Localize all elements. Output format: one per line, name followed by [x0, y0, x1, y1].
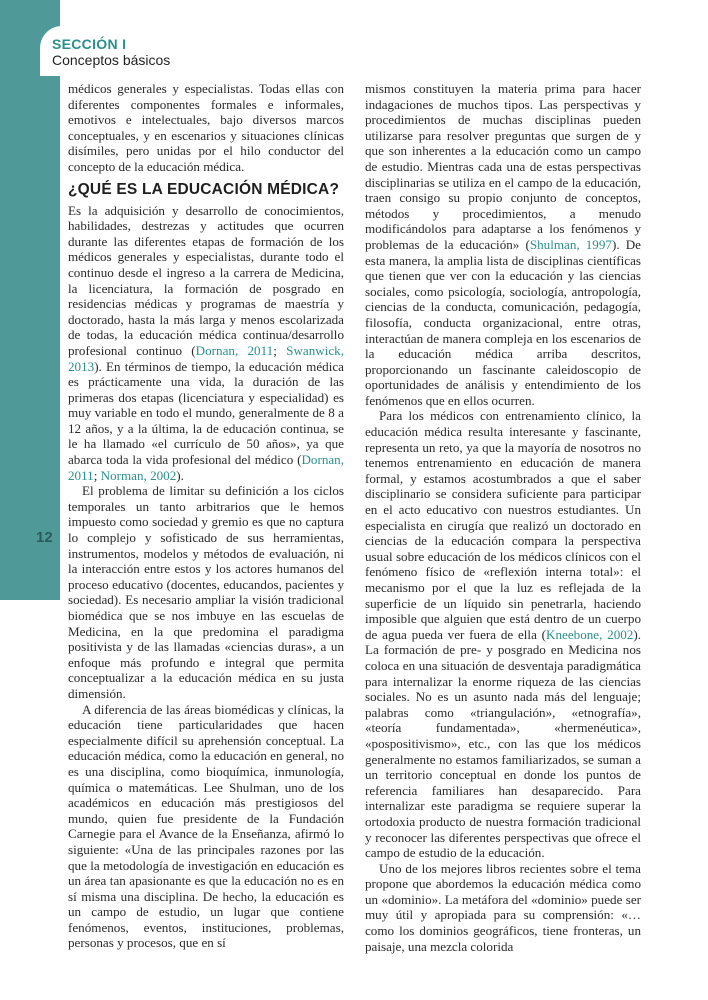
paragraph: médicos generales y especialistas. Todas ellas con diferentes componentes formales e informales, emotivos e intelectuales, bajo diversos marcos conceptuales, y en escenarios y situaciones clínicas disímiles, pero unidas por el hilo conductor del concepto de la educación médica. — [68, 81, 344, 174]
paragraph-text: ). La formación de pre- y posgrado en Medicina nos coloca en una situación de desventaja paradigmática para internalizar la enorme riqueza de las ciencias sociales. No es un asunto nada más del lenguaje; palabras como «triangulación», «etnografía», «teoría fundamentada», «hermenéutica», «pospositivismo», etc., con las que los médicos generalmente no estamos familiarizados, se suman a un territorio conceptual en donde los puntos de referencia familiares han desaparecido. Para internalizar este paradigma se requiere superar la ortodoxia producto de nuestra formación tradicional y reconocer las diferentes perspectivas que ofrece el campo de estudio de la educación. — [365, 626, 641, 861]
citation-link[interactable]: Norman, 2002 — [100, 467, 177, 483]
citation-link[interactable]: Dornan, 2011 — [195, 342, 274, 358]
left-column — [68, 81, 344, 951]
sidebar-color-bar — [0, 0, 60, 600]
paragraph: A diferencia de las áreas biomédicas y clínicas, la educación tiene particularidades que hacen especialmente difícil su aprehensión conceptual. La educación médica, como la educación en general, no es una disciplina, como bioquímica, inmunología, química o matemáticas. Lee Shulman, uno de los académicos en educación más prestigiosos del mundo, quien fue presidente de la Fundación Carnegie para el Avance de la Enseñanza, afirmó lo siguiente: «Una de las principales razones por las que la metodología de investigación en educación es un área tan apasionante es que la educación no es en sí misma una disciplina. De hecho, la educación es un campo de estudio, un lugar que contiene fenómenos, eventos, instituciones, problemas, personas y procesos, que en sí — [68, 701, 344, 951]
paragraph-text: mismos constituyen la materia prima para hacer indagaciones de muchos tipos. Las perspectivas y procedimientos de muchas disciplinas pueden utilizarse para resolver preguntas que surgen de y que son inherentes a la educación como un campo de estudio. Mientras cada una de estas perspectivas disciplinarias se utiliza en el campo de la educación, traen consigo su propio conjunto de conceptos, métodos y procedimientos, a menudo modificándolos para adaptarse a los fenómenos y problemas de la educación» ( — [365, 81, 641, 252]
section-subtitle: Conceptos básicos — [52, 52, 171, 68]
page-number: 12 — [36, 529, 53, 546]
paragraph: El problema de limitar su definición a los ciclos temporales un tanto arbitrarios que le hemos impuesto como sociedad y gremio es que no captura lo complejo y sofisticado de sus herramientas, instrumentos, modelos y métodos de evaluación, ni la interacción entre estos y los actores humanos del proceso educativo (docentes, educandos, pacientes y sociedad). Es necesario ampliar la visión tradicional biomédica que se nos imbuye en las escuelas de Medicina, en la que predomina el paradigma positivista y de las llamadas «ciencias duras», a un enfoque más profundo e integral que permita conceptualizar a la educación médica en su justa dimensión. — [68, 483, 344, 701]
paragraph-text: ). En términos de tiempo, la educación médica es prácticamente una vida, la duración de las primeras dos etapas (licenciatura y especialidad) es muy variable en todo el mundo, generalmente de 8 a 12 años, y a la última, la de educación continua, se le ha llamado «el currículo de 50 años», ya que abarca toda la vida profesional del médico ( — [68, 358, 344, 468]
running-header — [40, 26, 708, 76]
paragraph-text: Es la adquisición y desarrollo de conocimientos, habilidades, destrezas y actitudes que ocurren durante las diferentes etapas de formación de los médicos generales y especialistas, durante todo el continuo desde el ingreso a la carrera de Medicina, la licenciatura, la formación de posgrado en residencias médicas y programas de maestría y doctorado, hasta la más larga y menos escolarizada de todas, la educación médica continua/desarrollo profesional continuo ( — [68, 202, 344, 358]
right-column — [365, 81, 641, 954]
citation-separator: ; — [273, 342, 287, 358]
paragraph-text: ). De esta manera, la amplia lista de disciplinas científicas que tienen que ver con la educación y las ciencias sociales, como psicología, sociología, antropología, ciencias de la conducta, comunicación, pedagogía, filosofía, conducta organizacional, entre otras, interactúan de manera compleja en los escenarios de la educación médica arriba descritos, proporcionando un fascinante caleidoscopio de oportunidades de análisis y entendimiento de los fenómenos que en ellos ocurren. — [365, 236, 641, 408]
citation-link[interactable]: Kneebone, 2002 — [546, 626, 634, 642]
paragraph-text: Para los médicos con entrenamiento clínico, la educación médica resulta interesante y fascinante, representa un reto, ya que la mayoría de nosotros no tenemos entrenamiento en educación de manera formal, y estamos acostumbrados a que el saber disciplinario se considera suficiente para participar en el acto educativo con nuestros estudiantes. Un especialista en cirugía que realizó un doctorado en ciencias de la educación compara la perspectiva usual sobre educación de los médicos clínicos con el fenómeno físico de «reflexión interna total»: el mecanismo por el que la luz es reflejada de la superficie de un líquido sin penetrarla, haciendo imposible que alguien que está dentro de un cuerpo de agua pueda ver fuera de ella ( — [365, 408, 641, 642]
paragraph — [68, 203, 344, 484]
citation-link[interactable]: Swanwick, 2013 — [68, 342, 344, 374]
paragraph — [365, 408, 641, 860]
paragraph-text: ). — [176, 467, 184, 483]
section-heading: ¿QUÉ ES LA EDUCACIÓN MÉDICA? — [68, 180, 340, 198]
citation-link[interactable]: Dornan, 2011 — [68, 452, 344, 483]
paragraph: Uno de los mejores libros recientes sobre el tema propone que abordemos la educación médica como un «dominio». La metáfora del «dominio» puede ser muy útil y apropiada para su comprensión: «… como los dominios geográficos, tiene fronteras, un paisaje, una mezcla colorida — [365, 860, 641, 954]
citation-separator: ; — [93, 467, 101, 483]
section-title: SECCIÓN I — [52, 36, 127, 52]
paragraph — [365, 81, 641, 408]
citation-link[interactable]: Shulman, 1997 — [529, 236, 612, 252]
